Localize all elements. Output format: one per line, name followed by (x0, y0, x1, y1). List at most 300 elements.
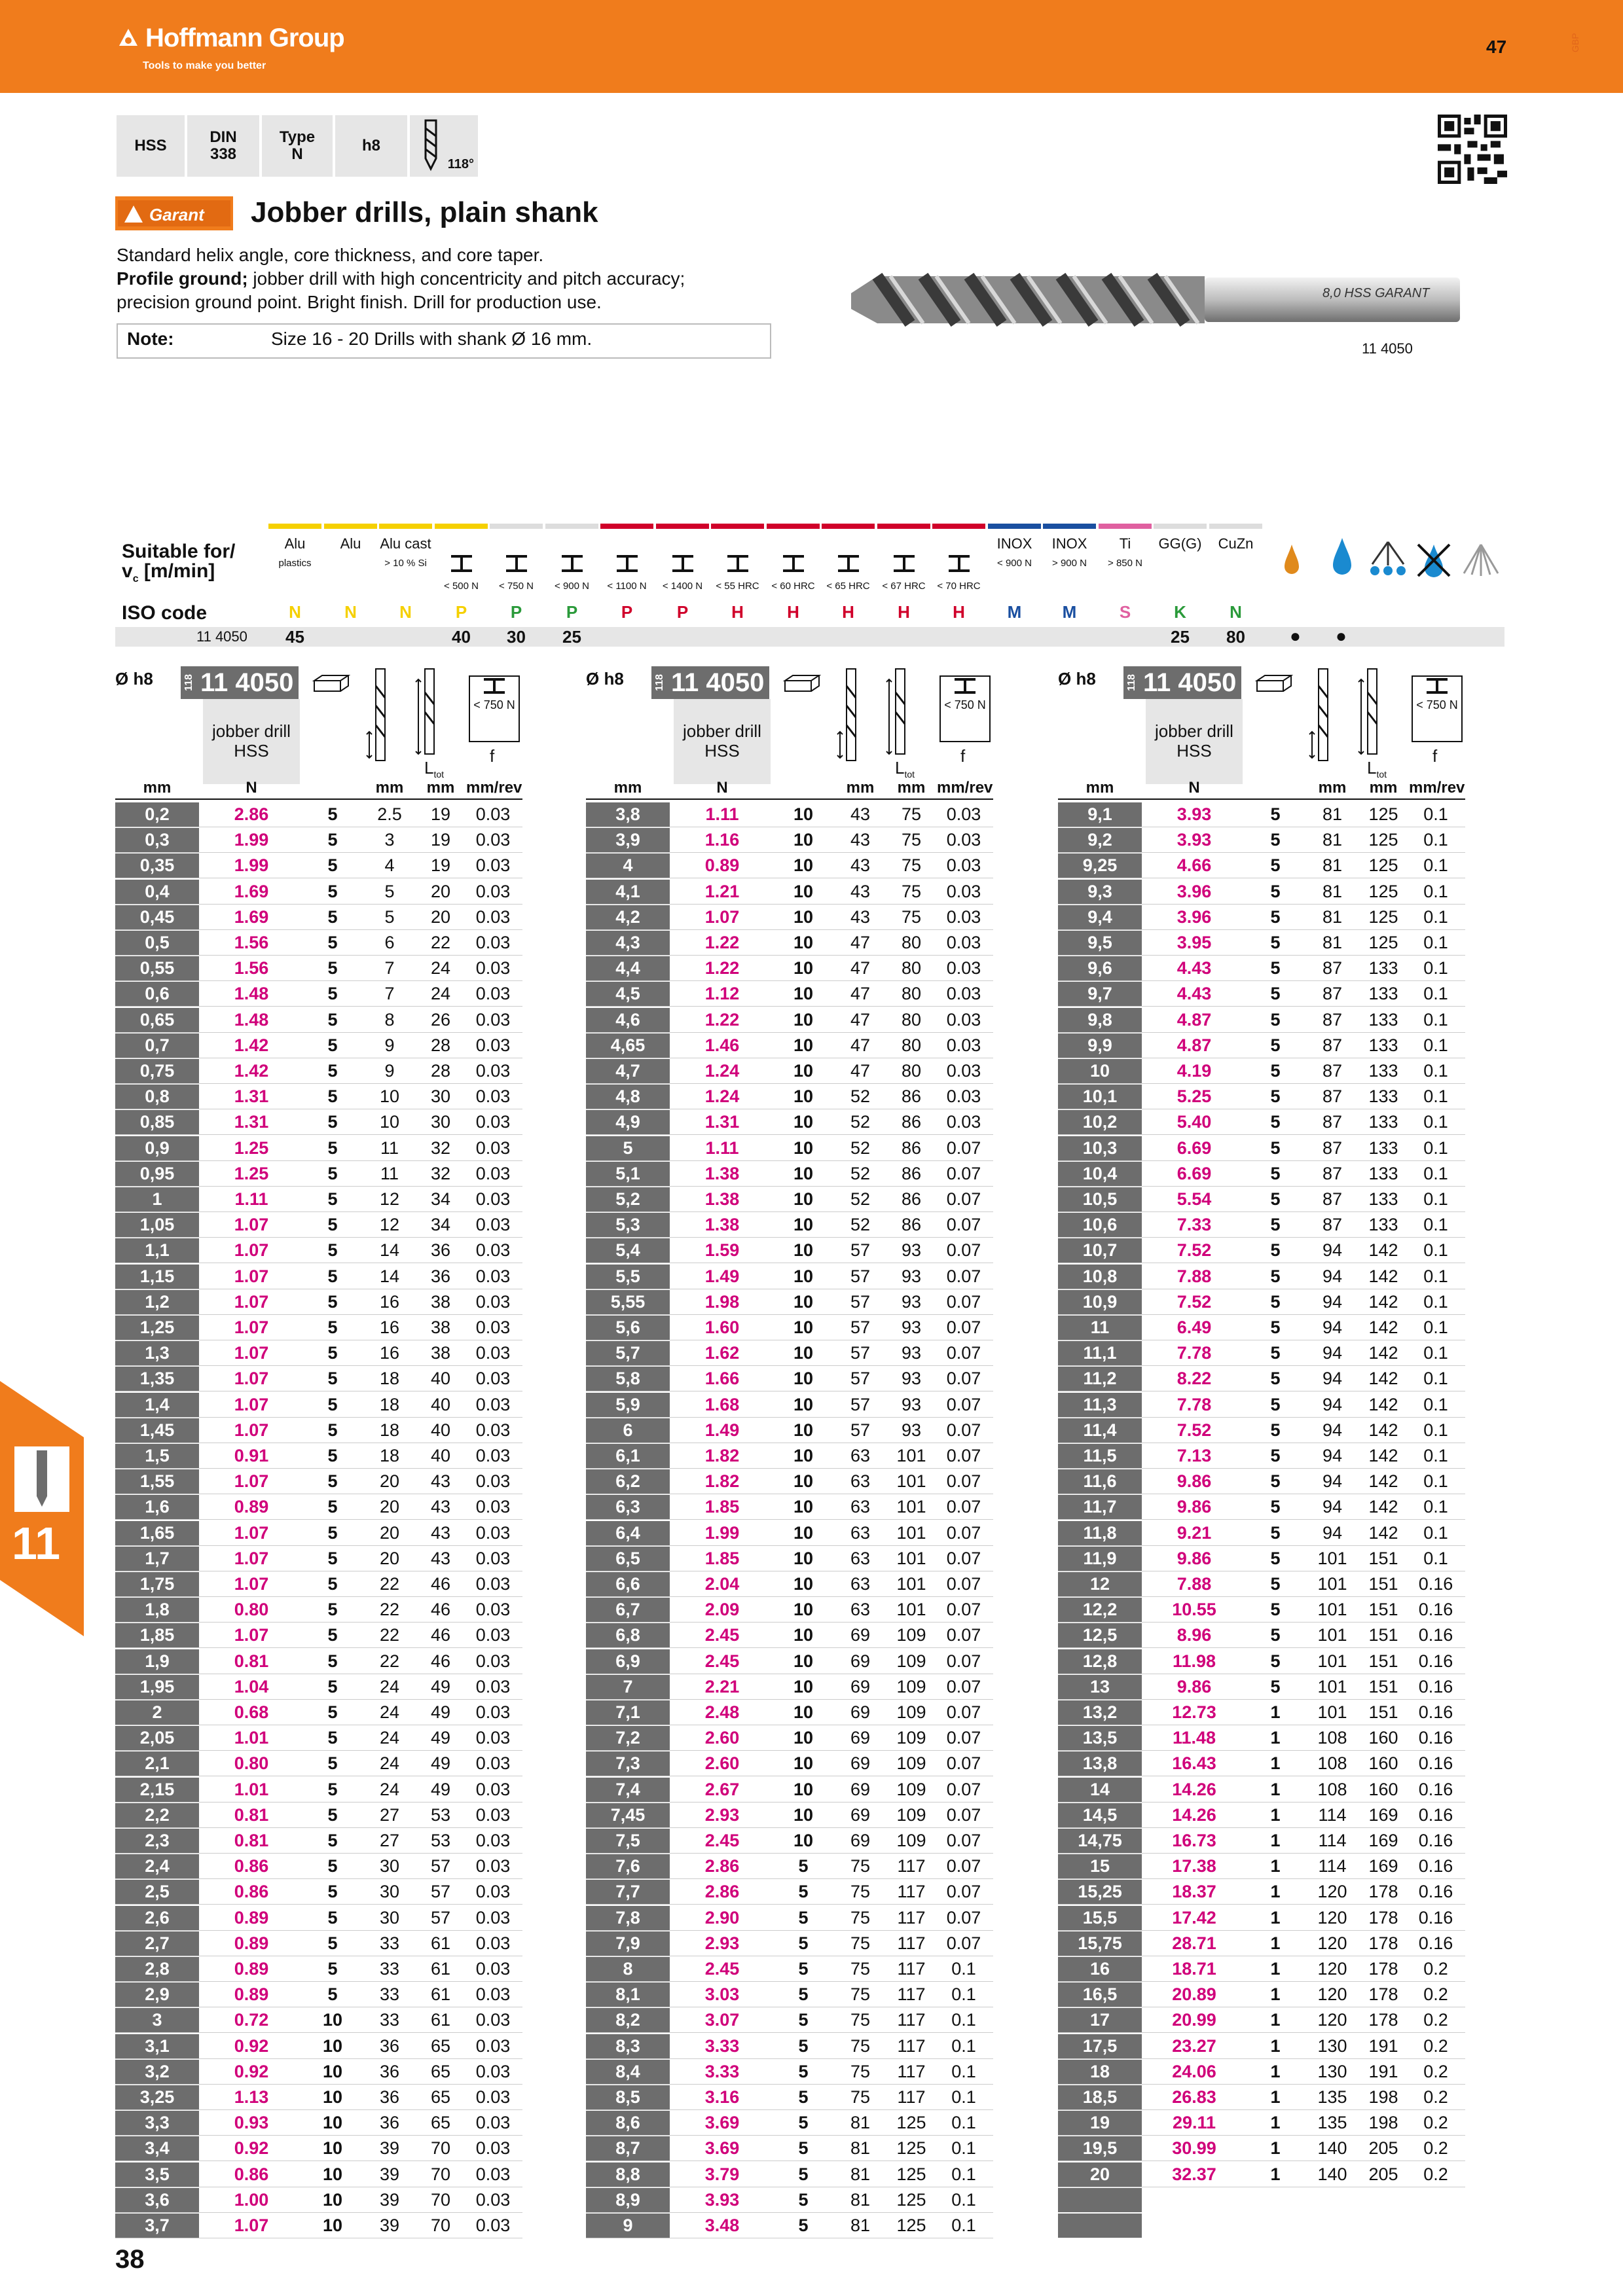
table-row (1058, 2136, 1465, 2161)
total-length-cell: 117 (897, 2036, 926, 2056)
price-cell: 7.52 (1176, 1292, 1212, 1312)
row-divider (1058, 1006, 1465, 1007)
total-length-cell: 142 (1368, 1471, 1398, 1491)
row-divider (586, 1083, 993, 1084)
total-length-cell: 125 (1368, 907, 1398, 927)
suitability-column (379, 524, 432, 647)
feed-cell: 0.03 (475, 1266, 511, 1286)
pack-qty-cell: 5 (1270, 933, 1281, 952)
row-divider (1058, 1878, 1465, 1879)
dry-machining-icon (1282, 541, 1302, 580)
diameter-cell: 0,55 (115, 956, 199, 980)
flute-length-cell: 43 (850, 882, 871, 901)
flute-length-cell: 120 (1317, 1908, 1347, 1928)
feed-cell: 0.1 (1423, 1343, 1448, 1363)
feed-cell: 0.03 (475, 958, 511, 978)
diameter-cell: 8,9 (586, 2188, 670, 2212)
diameter-cell: 3,6 (115, 2188, 199, 2212)
price-cell: 1.99 (234, 855, 269, 875)
flute-length-cell: 52 (850, 1215, 871, 1234)
pack-qty-cell: 10 (793, 1164, 814, 1183)
total-length-cell: 109 (896, 1753, 926, 1773)
table-row (586, 1162, 993, 1186)
spec-tolerance: h8 (335, 115, 407, 177)
l-label: L (895, 758, 905, 778)
pack-qty-cell: 10 (793, 1702, 814, 1722)
pack-qty-cell: 10 (322, 2010, 343, 2030)
feed-label: f (960, 746, 966, 766)
row-divider (115, 1134, 522, 1135)
pack-qty-cell: 5 (327, 1138, 338, 1158)
table-row (115, 1290, 522, 1314)
diameter-cell: 8,3 (586, 2034, 670, 2058)
unit-label: mm (426, 779, 455, 797)
material-strength: < 55 HRC (716, 581, 759, 592)
table-row (115, 1982, 522, 2007)
price-cell: 1.38 (704, 1164, 740, 1183)
material-strength: < 750 N (499, 581, 534, 592)
pack-qty-cell: 5 (327, 984, 338, 1003)
flute-length-cell: 87 (1322, 1215, 1343, 1234)
price-cell: 1.07 (234, 1395, 269, 1414)
price-cell: 1.01 (234, 1780, 269, 1799)
flute-length-cell: 101 (1317, 1677, 1347, 1696)
total-length-cell: 142 (1368, 1497, 1398, 1516)
flute-length-cell: 101 (1317, 1574, 1347, 1594)
flute-length-cell: 47 (850, 1010, 871, 1030)
row-divider (586, 1417, 993, 1418)
pack-qty-cell: 5 (327, 907, 338, 927)
table-row (586, 2162, 993, 2187)
price-cell: 1.04 (234, 1677, 269, 1696)
no-coolant-icon (1414, 541, 1453, 580)
pack-qty-cell: 5 (327, 1959, 338, 1979)
table-row (586, 1700, 993, 1725)
table-row (1058, 2060, 1465, 2084)
price-cell: 0.89 (234, 1959, 269, 1979)
flute-length-cell: 11 (380, 1164, 399, 1183)
flute-length-cell: 24 (379, 1728, 400, 1748)
table-row (586, 1957, 993, 1981)
table-row (1058, 880, 1465, 904)
row-divider (1058, 1545, 1465, 1546)
feed-cell: 0.07 (946, 1856, 981, 1876)
price-cell: 1.21 (704, 882, 740, 901)
feed-cell: 0.1 (1423, 1420, 1448, 1440)
pack-qty-cell: 5 (798, 2087, 809, 2107)
pack-qty-cell: 5 (1270, 1471, 1281, 1491)
flute-length-cell: 57 (850, 1343, 871, 1363)
suitability-column (711, 524, 764, 647)
diameter-cell: 4,4 (586, 956, 670, 980)
price-cell: 16.73 (1172, 1831, 1216, 1850)
row-divider (115, 2109, 522, 2110)
feed-cell: 0.07 (946, 1446, 981, 1465)
feed-cell: 0.07 (946, 1189, 981, 1209)
feed-header-box (939, 675, 991, 742)
table-row (115, 1778, 522, 1802)
diameter-cell: 12,8 (1058, 1649, 1142, 1674)
pack-qty-cell: 1 (1270, 1753, 1281, 1773)
table-row (1058, 1906, 1465, 1930)
pack-qty-cell: 1 (1270, 2113, 1281, 2132)
desc-line1: jobber drill (212, 721, 291, 741)
total-length-cell: 34 (430, 1189, 451, 1209)
iso-code: M (1007, 602, 1022, 622)
flute-length-cell: 47 (850, 1035, 871, 1055)
table-row (586, 1675, 993, 1699)
table-row (586, 2060, 993, 2084)
feed-cell: 0.03 (475, 1061, 511, 1081)
price-cell: 0.92 (234, 2138, 269, 2158)
unit-label: mm (846, 779, 875, 797)
material-color-bar (656, 524, 709, 529)
diameter-cell: 3,4 (115, 2136, 199, 2161)
page-title: Jobber drills, plain shank (251, 196, 598, 228)
suitability-column (1099, 524, 1152, 647)
pack-qty-cell: 10 (793, 855, 814, 875)
flute-length-cell: 12 (379, 1215, 400, 1234)
total-length-cell: 109 (896, 1728, 926, 1748)
l-label: L (1367, 758, 1377, 778)
pack-qty-cell: 1 (1270, 2164, 1281, 2184)
total-length-cell: 46 (430, 1574, 451, 1594)
flute-length-cell: 43 (850, 804, 871, 824)
feed-cell: 0.03 (475, 1805, 511, 1825)
table-row (115, 1957, 522, 1981)
total-length-cell: 80 (901, 958, 922, 978)
total-length-cell: 117 (897, 1933, 926, 1953)
total-length-cell: 86 (901, 1112, 922, 1132)
price-cell: 11.48 (1172, 1728, 1216, 1748)
pack-qty-cell: 5 (1270, 1061, 1281, 1081)
pack-qty-cell: 5 (327, 1215, 338, 1234)
diameter-cell: 12,5 (1058, 1623, 1142, 1647)
pack-qty-cell: 10 (793, 804, 814, 824)
total-length-cell: 65 (430, 2036, 451, 2056)
iso-code: N (399, 602, 412, 622)
flute-length-cell: 87 (1322, 1112, 1343, 1132)
total-length-cell: 125 (1368, 830, 1398, 850)
total-length-cell: 133 (1368, 1061, 1398, 1081)
brand-tagline: Tools to make you better (143, 60, 266, 71)
flute-length-cell: 6 (384, 933, 395, 952)
flute-length-cell: 20 (379, 1497, 400, 1516)
row-divider (1058, 2084, 1465, 2085)
feed-cell: 0.1 (951, 2036, 976, 2056)
row-divider (1058, 1647, 1465, 1648)
pack-qty-cell: 10 (793, 1549, 814, 1568)
diameter-cell: 1,35 (115, 1367, 199, 1391)
pack-qty-cell: 5 (1270, 1318, 1281, 1337)
flute-length-cell: 135 (1317, 2113, 1347, 2132)
table-row (586, 1751, 993, 1776)
row-divider (586, 1699, 993, 1700)
table-row (115, 1572, 522, 1596)
brand-name: Hoffmann Group (145, 24, 344, 52)
pack-qty-cell: 5 (327, 1318, 338, 1337)
price-cell: 6.69 (1176, 1164, 1212, 1183)
total-length-cell: 86 (901, 1164, 922, 1183)
suitability-column (932, 524, 985, 647)
suitability-label-line1: Suitable for/ (122, 541, 236, 562)
table-row (115, 1238, 522, 1263)
diameter-cell: 11,6 (1058, 1469, 1142, 1494)
diameter-cell: 13,5 (1058, 1726, 1142, 1750)
suitability-column (600, 524, 653, 647)
total-length-cell: 75 (901, 830, 922, 850)
flute-length-cell: 24 (379, 1753, 400, 1773)
table-row (115, 1649, 522, 1674)
price-cell: 3.33 (704, 2036, 740, 2056)
price-cell: 1.16 (704, 830, 740, 850)
row-divider (1058, 1904, 1465, 1905)
flute-length-cell: 69 (850, 1625, 871, 1645)
total-length-cell: 86 (901, 1215, 922, 1234)
flute-length-cell: 63 (850, 1600, 871, 1619)
material-color-bar (435, 524, 488, 529)
material-name: Alu (284, 535, 306, 552)
flute-length-cell: 39 (379, 2164, 400, 2184)
table-row (586, 1085, 993, 1109)
row-divider (115, 1083, 522, 1084)
pack-qty-cell: 10 (322, 2087, 343, 2107)
iso-code: P (676, 602, 689, 622)
feed-cell: 0.1 (951, 2215, 976, 2235)
unit-label: mm (375, 779, 404, 797)
price-cell: 8.22 (1176, 1369, 1212, 1388)
feed-cell: 0.1 (1423, 1318, 1448, 1337)
diameter-cell: 11,1 (1058, 1341, 1142, 1365)
price-cell: 14.26 (1172, 1780, 1216, 1799)
flute-length-cell: 63 (850, 1549, 871, 1568)
price-cell: 3.16 (704, 2087, 740, 2107)
diameter-cell: 11,2 (1058, 1367, 1142, 1391)
flute-length-cell: 43 (850, 855, 871, 875)
table-row (1058, 1982, 1465, 2007)
total-length-cell: 142 (1368, 1343, 1398, 1363)
price-cell: 23.27 (1172, 2036, 1216, 2056)
table-row (115, 2034, 522, 2058)
price-cell: 3.07 (704, 2010, 740, 2030)
feed-cell: 0.07 (946, 1138, 981, 1158)
diameter-cell: 10,4 (1058, 1162, 1142, 1186)
diameter-cell: 14,75 (1058, 1829, 1142, 1853)
price-cell: 1.07 (234, 1471, 269, 1491)
diameter-cell: 0,95 (115, 1162, 199, 1186)
suitability-column (767, 524, 820, 647)
feed-cell: 0.07 (946, 1908, 981, 1928)
suitability-column (877, 524, 930, 647)
flute-length-cell: 75 (850, 2062, 871, 2081)
table-row (586, 1008, 993, 1032)
total-length-cell: 178 (1368, 2010, 1398, 2030)
flute-length-cell: 69 (850, 1805, 871, 1825)
table-row (1058, 1187, 1465, 1211)
table-row (1058, 1393, 1465, 1417)
suitability-column (1043, 524, 1096, 647)
table-row (1058, 1059, 1465, 1083)
flute-length-cell: 108 (1317, 1753, 1347, 1773)
table-row (115, 1265, 522, 1289)
price-cell: 1.07 (234, 1318, 269, 1337)
table-row (1058, 1623, 1465, 1647)
flute-length-cell: 69 (850, 1753, 871, 1773)
diameter-cell: 6,6 (586, 1572, 670, 1596)
price-cell: 1.31 (704, 1112, 740, 1132)
diameter-cell: 6,4 (586, 1521, 670, 1545)
steel-beam-icon (614, 554, 640, 573)
diameter-cell: 1,2 (115, 1290, 199, 1314)
price-cell: 1.38 (704, 1189, 740, 1209)
table-row (115, 1136, 522, 1160)
price-cell: 7.78 (1176, 1395, 1212, 1414)
feed-cell: 0.16 (1418, 1856, 1453, 1876)
feed-cell: 0.07 (946, 1882, 981, 1901)
pack-qty-cell: 5 (798, 1933, 809, 1953)
total-length-cell: 109 (896, 1702, 926, 1722)
material-color-bar (988, 524, 1041, 529)
table-row (115, 2162, 522, 2187)
row-divider (586, 2135, 993, 2136)
total-length-cell: 151 (1368, 1677, 1398, 1696)
price-cell: 0.72 (234, 2010, 269, 2030)
diameter-cell: 3,25 (115, 2085, 199, 2109)
flute-length-cell: 75 (850, 1933, 871, 1953)
feed-cell: 0.07 (946, 1395, 981, 1414)
diameter-cell: 5,55 (586, 1290, 670, 1314)
total-length-cell: 117 (897, 2062, 926, 2081)
row-divider (586, 1519, 993, 1520)
total-length-cell: 43 (430, 1497, 451, 1516)
total-length-cell: 109 (896, 1780, 926, 1799)
feed-cell: 0.1 (1423, 882, 1448, 901)
cutting-speed: 25 (562, 627, 581, 647)
table-row (115, 1059, 522, 1083)
row-divider (586, 852, 993, 853)
diameter-cell: 2,4 (115, 1854, 199, 1878)
price-cell: 2.04 (704, 1574, 740, 1594)
diameter-cell: 0,5 (115, 931, 199, 955)
price-cell: 1.49 (704, 1420, 740, 1440)
footer-page-number: 38 (115, 2245, 145, 2274)
coolant-dot-2: ● (1336, 626, 1347, 646)
suitability-column (435, 524, 488, 647)
pack-qty-cell: 5 (798, 2113, 809, 2132)
material-color-bar (932, 524, 985, 529)
table-row (1058, 2034, 1465, 2058)
pack-qty-cell: 10 (322, 2164, 343, 2184)
material-strength: < 70 HRC (937, 581, 981, 592)
language-code: GBP (1570, 33, 1580, 52)
table-row (115, 1187, 522, 1211)
table-row (115, 1469, 522, 1494)
flute-length-cell: 75 (850, 1984, 871, 2004)
feed-cell: 0.16 (1418, 1882, 1453, 1901)
diameter-cell: 4 (586, 853, 670, 878)
row-divider (1058, 1083, 1465, 1084)
row-divider (586, 1878, 993, 1879)
total-length-cell: 133 (1368, 958, 1398, 978)
feed-cell: 0.03 (475, 1908, 511, 1928)
row-divider (115, 2135, 522, 2136)
diameter-cell: 11 (1058, 1316, 1142, 1340)
diameter-cell: 8,5 (586, 2085, 670, 2109)
table-row (1058, 1290, 1465, 1314)
table-row (1058, 1931, 1465, 1956)
row-divider (115, 2058, 522, 2059)
feed-cell: 0.1 (1423, 1086, 1448, 1106)
description-line-3: precision ground point. Bright finish. Drill for production use. (117, 292, 602, 312)
flute-length-cell: 8 (384, 1010, 395, 1030)
pack-qty-cell: 10 (793, 1420, 814, 1440)
pack-qty-cell: 1 (1270, 2036, 1281, 2056)
flute-length-cell: 57 (850, 1240, 871, 1260)
flute-length-cell: 75 (850, 2010, 871, 2030)
price-cell: 0.81 (234, 1651, 269, 1671)
diameter-cell: 10 (1058, 1059, 1142, 1083)
material-color-bar (490, 524, 543, 529)
row-divider (1058, 852, 1465, 853)
pack-qty-cell: 5 (1270, 1164, 1281, 1183)
price-cell: 1.11 (234, 1189, 268, 1209)
pack-qty-cell: 5 (1270, 1138, 1281, 1158)
row-divider (115, 2212, 522, 2213)
total-length-cell: 86 (901, 1189, 922, 1209)
pack-qty-cell: 10 (793, 1651, 814, 1671)
flute-length-cell: 135 (1317, 2087, 1347, 2107)
table-row (115, 880, 522, 904)
total-length-cell: 80 (901, 1061, 922, 1081)
row-divider (115, 980, 522, 981)
row-divider (586, 1904, 993, 1905)
feed-cell: 0.07 (946, 1549, 981, 1568)
feed-cell: 0.07 (946, 1343, 981, 1363)
diameter-cell: 4,9 (586, 1110, 670, 1134)
flute-length-cell: 101 (1317, 1702, 1347, 1722)
feed-cell: 0.03 (475, 2215, 511, 2235)
feed-cell: 0.1 (1423, 855, 1448, 875)
table-row (1058, 956, 1465, 980)
feed-cell: 0.03 (475, 804, 511, 824)
flute-length-cell: 16 (379, 1318, 400, 1337)
feed-cell: 0.03 (946, 933, 981, 952)
flute-length-cell: 57 (850, 1318, 871, 1337)
unit-label: N (246, 779, 257, 797)
pack-qty-cell: 5 (327, 1651, 338, 1671)
diameter-cell: 0,75 (115, 1059, 199, 1083)
table-row (586, 802, 993, 827)
feed-cell: 0.2 (1423, 2138, 1448, 2158)
table-row (115, 1110, 522, 1134)
unit-label: N (1188, 779, 1200, 797)
flute-length-cell: 101 (1317, 1600, 1347, 1619)
table-row (1058, 2085, 1465, 2109)
pack-qty-cell: 5 (327, 1600, 338, 1619)
total-length-cell: 142 (1368, 1266, 1398, 1286)
total-length-cell: 151 (1368, 1702, 1398, 1722)
price-cell: 9.86 (1176, 1471, 1212, 1491)
pack-qty-cell: 5 (327, 1856, 338, 1876)
feed-cell: 0.03 (475, 1010, 511, 1030)
table-row (586, 1418, 993, 1443)
total-length-cell: 125 (1368, 804, 1398, 824)
diameter-cell: 10,1 (1058, 1085, 1142, 1109)
table-row (586, 1341, 993, 1365)
price-cell: 1.22 (704, 1010, 740, 1030)
total-length-cell: 28 (430, 1035, 451, 1055)
table-row (1058, 1469, 1465, 1494)
